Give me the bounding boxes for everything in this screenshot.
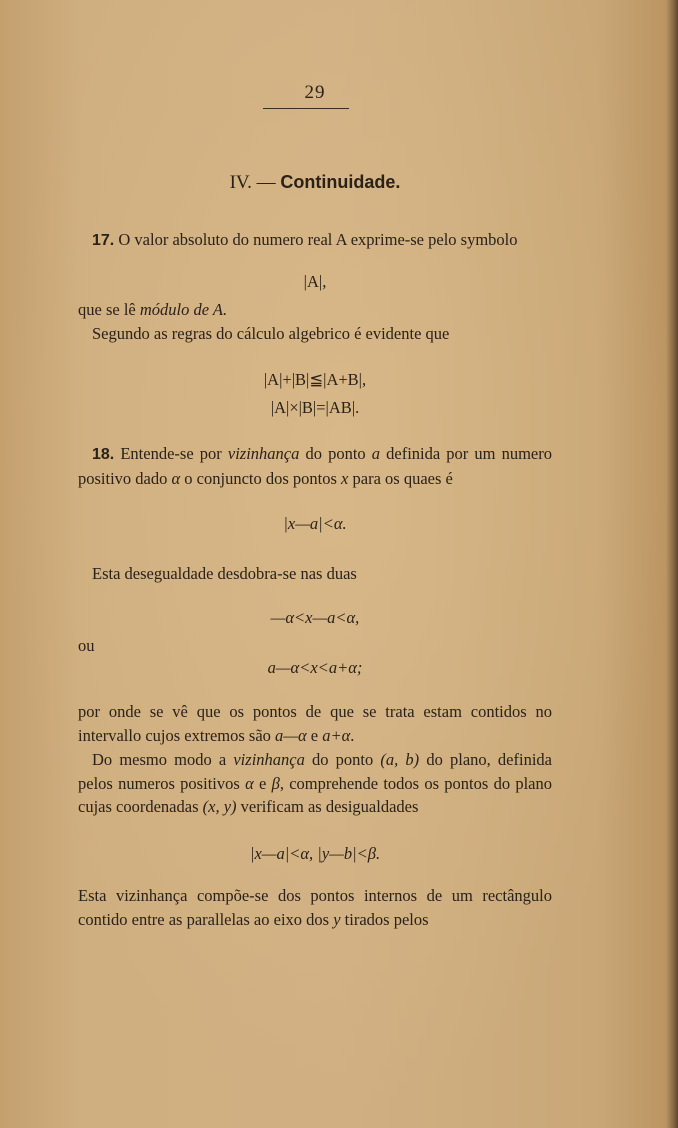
p18-ou-text: ou bbox=[78, 636, 95, 655]
p18-line-intervallo bbox=[78, 700, 552, 747]
page-content bbox=[78, 0, 552, 1128]
p18-text-3e: . bbox=[350, 725, 355, 745]
p18-text-4b: vizinhança bbox=[233, 750, 305, 769]
p18-line-plano bbox=[78, 748, 552, 819]
p18-text-4f: α bbox=[245, 773, 254, 793]
paragraph-17 bbox=[78, 228, 552, 253]
p18-text-1e: definida por um numero positivo dado bbox=[78, 444, 552, 488]
p18-text-1d: a bbox=[371, 444, 381, 463]
p18-text-5b: y bbox=[333, 909, 341, 929]
formula-abs-a: |A|, bbox=[303, 272, 327, 291]
formula-neighbourhood: |x—a|<α. bbox=[283, 514, 347, 533]
p18-text-2: Esta desegualdade desdobra-se nas duas bbox=[92, 564, 357, 583]
p17-line-modulo bbox=[78, 298, 552, 322]
formula-double-inequality: —α<x—a<α, bbox=[270, 608, 360, 627]
p18-text-4i: , comprehende todos os pontos do plano cujas coordenadas bbox=[78, 773, 553, 816]
p18-text-1h: x bbox=[341, 468, 349, 488]
section-title: Continuidade. bbox=[280, 172, 401, 192]
p18-text-4j: (x, y) bbox=[202, 797, 237, 816]
p18-text-1f: α bbox=[171, 468, 181, 488]
p18-text-1a: Entende-se por bbox=[114, 444, 228, 463]
formula-triangle-inequality: |A|+|B|≦|A+B|, bbox=[263, 370, 367, 389]
section-heading bbox=[78, 172, 552, 194]
p18-text-4k: verificam as desigualdades bbox=[236, 797, 419, 816]
p18-ou bbox=[78, 634, 552, 658]
paragraph-number-18: 18. bbox=[92, 446, 115, 463]
p18-text-3a: por onde se vê que os pontos de que se trata estam contidos no intervallo cujos extremos são bbox=[78, 702, 552, 745]
p18-text-3b: a—α bbox=[275, 725, 307, 745]
p18-text-4a: Do mesmo modo a bbox=[92, 750, 234, 769]
formula-interval: a—α<x<a+α; bbox=[267, 658, 363, 677]
p18-text-4h: β bbox=[271, 773, 280, 793]
p18-text-1c: do ponto bbox=[299, 444, 372, 463]
paragraph-number-17: 17. bbox=[92, 232, 115, 249]
formula-rectangle-neighbourhood: |x—a|<α, |y—b|<β. bbox=[249, 844, 381, 863]
p18-text-4d: (a, b) bbox=[380, 750, 420, 769]
p18-text-1g: o conjuncto dos pontos bbox=[180, 468, 342, 488]
p18-text-4g: e bbox=[253, 773, 272, 793]
p17-text-3: Segundo as regras do cálculo algebrico é evidente que bbox=[92, 324, 450, 343]
page-number-rule bbox=[263, 108, 349, 109]
p18-text-1b: vizinhança bbox=[227, 444, 300, 463]
p18-text-3d: a+α bbox=[322, 725, 351, 745]
formula-product: |A|×|B|=|AB|. bbox=[270, 398, 360, 417]
p18-line-rectangulo bbox=[78, 884, 552, 931]
p18-text-5a: Esta vizinhança compõe-se dos pontos internos de um rectângulo contido entre as parallelas ao eixo dos bbox=[78, 886, 552, 929]
p18-text-1i: para os quaes é bbox=[348, 468, 453, 488]
p18-text-5c: tirados pelos bbox=[340, 909, 429, 929]
p17-text-2b: módulo de A. bbox=[139, 300, 228, 319]
p17-text-1: O valor absoluto do numero real A exprime-se pelo symbolo bbox=[114, 230, 518, 249]
paragraph-18 bbox=[78, 442, 552, 490]
section-numeral: IV. — bbox=[229, 172, 281, 193]
p18-text-4e: do plano, definida pelos numeros positivos bbox=[78, 750, 552, 793]
p18-text-3c: e bbox=[306, 725, 323, 745]
p18-text-4c: do ponto bbox=[304, 750, 381, 769]
p17-text-2a: que se lê bbox=[78, 300, 140, 319]
page-number: 29 bbox=[304, 82, 326, 103]
p17-line-regras bbox=[78, 322, 552, 346]
p18-line-desegualdade bbox=[78, 562, 552, 586]
page-edge-shadow bbox=[666, 0, 678, 1128]
